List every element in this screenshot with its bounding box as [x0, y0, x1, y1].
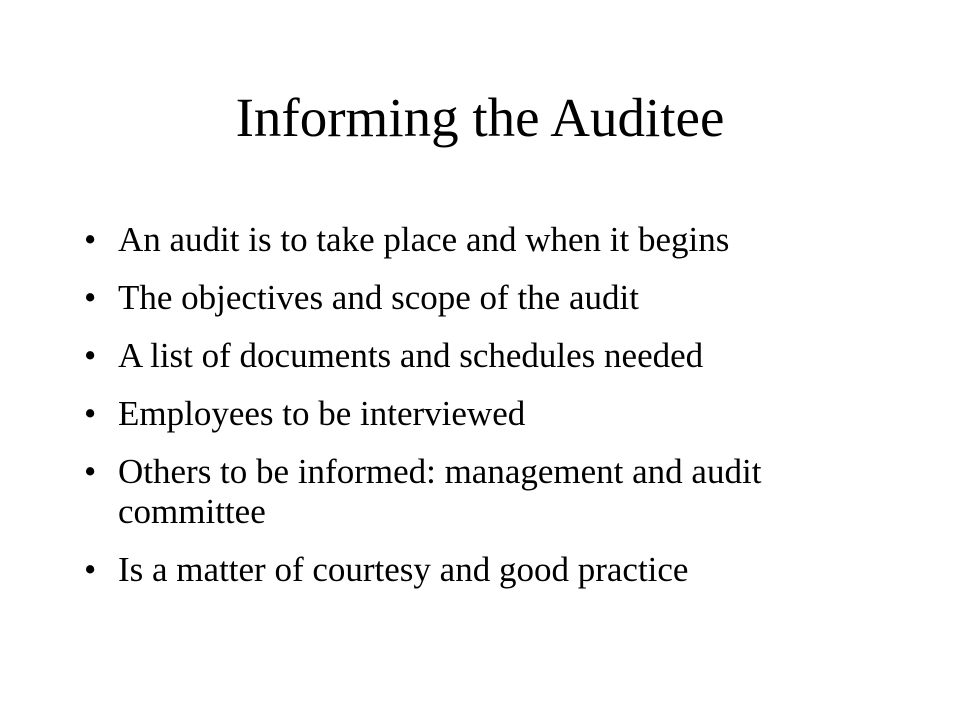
bullet-marker: • [84, 220, 97, 259]
bullet-item [84, 220, 884, 260]
bullet-marker: • [84, 452, 97, 491]
bullet-item [84, 278, 884, 318]
bullet-text: The objectives and scope of the audit [118, 278, 639, 317]
bullet-marker: • [84, 550, 97, 589]
bullet-text: Is a matter of courtesy and good practice [118, 550, 689, 589]
bullet-text: Others to be informed: management and audit committee [118, 452, 762, 531]
bullet-text: An audit is to take place and when it begins [118, 220, 730, 259]
bullet-marker: • [84, 336, 97, 375]
slide-title: Informing the Auditee [235, 87, 725, 148]
bullet-list [84, 220, 884, 608]
bullet-marker: • [84, 394, 97, 433]
bullet-text: Employees to be interviewed [118, 394, 526, 433]
bullet-text: A list of documents and schedules needed [118, 336, 704, 375]
bullet-item [84, 336, 884, 376]
bullet-marker: • [84, 278, 97, 317]
bullet-item [84, 452, 884, 532]
bullet-item [84, 550, 884, 590]
bullet-item [84, 394, 884, 434]
